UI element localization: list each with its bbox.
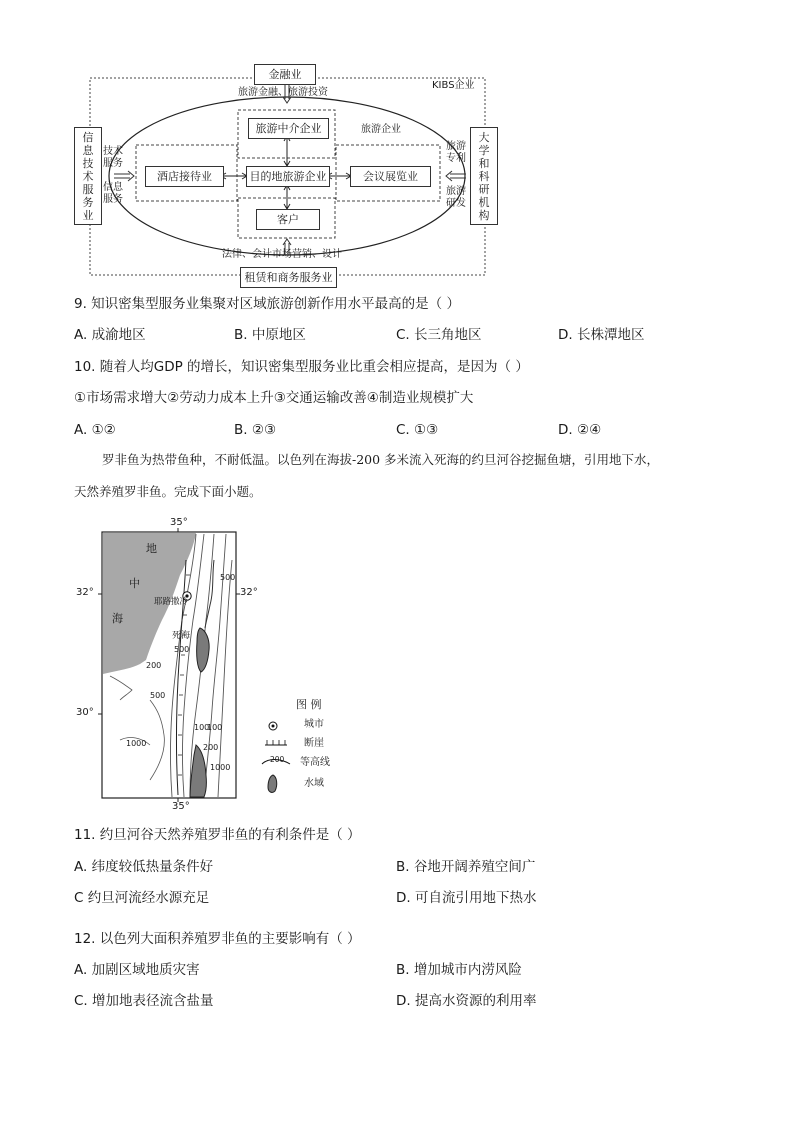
legend-water: 水域 — [304, 778, 324, 789]
dead-sea-label: 死海 — [172, 631, 191, 641]
finance-sub-label: 旅游金融、旅游投资 — [238, 87, 328, 98]
contour-label: 500 — [150, 691, 166, 700]
contour-label: 200 — [146, 661, 162, 670]
q11-option-c: C 约旦河流经水源充足 — [74, 890, 210, 906]
sea-char-2: 中 — [129, 577, 140, 590]
q12-option-c: C. 增加地表径流含盐量 — [74, 993, 214, 1009]
lon-35-top: 35° — [170, 517, 188, 528]
tour-research-label: 旅游 研发 — [446, 186, 466, 209]
lat-30-left: 30° — [76, 707, 94, 718]
q12-stem: 12. 以色列大面积养殖罗非鱼的主要影响有（ ） — [74, 931, 361, 947]
university-box: 大 学 和 科 研 机 构 — [470, 127, 498, 225]
tour-patent-label: 旅游 专利 — [446, 141, 466, 164]
sea-char-1: 地 — [146, 542, 157, 555]
q12-option-b: B. 增加城市内涝风险 — [396, 962, 522, 978]
q9-option-c: C. 长三角地区 — [396, 327, 482, 343]
lon-35-bottom: 35° — [172, 801, 190, 812]
bottom-sub-label: 法律、会计市场营销、设计 — [222, 249, 342, 260]
legend-scarp: 断崖 — [304, 738, 324, 749]
q11-option-d: D. 可自流引用地下热水 — [396, 890, 537, 906]
passage-line-1: 罗非鱼为热带鱼种，不耐低温。以色列在海拔-200 多米流入死海的约旦河谷挖掘鱼塘，引用地下水， — [102, 452, 660, 467]
lat-32-left: 32° — [76, 587, 94, 598]
customer-box: 客户 — [256, 209, 320, 230]
leasing-box: 租赁和商务服务业 — [240, 267, 337, 288]
contour-label: 1000 — [126, 739, 147, 748]
hotel-box: 酒店接待业 — [145, 166, 224, 187]
it-services-box: 信 息 技 术 服 务 业 — [74, 127, 102, 225]
q9-option-d: D. 长株潭地区 — [558, 327, 645, 343]
kibs-label: KIBS企业 — [432, 80, 475, 91]
legend-title: 图 例 — [296, 698, 322, 711]
q10-items: ①市场需求增大②劳动力成本上升③交通运输改善④制造业规模扩大 — [74, 390, 474, 406]
q11-option-a: A. 纬度较低热量条件好 — [74, 859, 214, 875]
tech-service-label: 技术 服务 — [103, 146, 123, 169]
contour-label: 1000 — [210, 763, 231, 772]
q10-option-a: A. ①② — [74, 422, 116, 438]
passage-line-2: 天然养殖罗非鱼。完成下面小题。 — [74, 484, 262, 499]
contour-label: 100 — [207, 723, 223, 732]
q9-option-b: B. 中原地区 — [234, 327, 306, 343]
lat-32-right: 32° — [240, 587, 258, 598]
q10-option-c: C. ①③ — [396, 422, 439, 438]
contour-label: 100 — [194, 723, 210, 732]
destination-box: 目的地旅游企业 — [246, 166, 330, 187]
legend-contour: 等高线 — [300, 757, 330, 768]
tourism-label: 旅游企业 — [361, 124, 401, 135]
contour-label: 500 — [174, 645, 190, 654]
contour-label: 500 — [220, 573, 236, 582]
city-label: 耶路撒冷 — [154, 597, 189, 607]
q10-option-d: D. ②④ — [558, 422, 602, 438]
q11-option-b: B. 谷地开阔养殖空间广 — [396, 859, 536, 875]
intermediary-box: 旅游中介企业 — [248, 118, 329, 139]
q12-option-a: A. 加剧区域地质灾害 — [74, 962, 200, 978]
legend-city: 城市 — [304, 719, 324, 730]
convention-box: 会议展览业 — [350, 166, 431, 187]
sea-char-3: 海 — [112, 612, 123, 625]
finance-box: 金融业 — [254, 64, 316, 85]
legend-contour-value: 200 — [270, 755, 285, 764]
contour-label: 200 — [203, 743, 219, 752]
q9-stem: 9. 知识密集型服务业集聚对区域旅游创新作用水平最高的是（ ） — [74, 296, 460, 312]
q11-stem: 11. 约旦河谷天然养殖罗非鱼的有利条件是（ ） — [74, 827, 361, 843]
q10-stem: 10. 随着人均GDP 的增长，知识密集型服务业比重会相应提高，是因为（ ） — [74, 359, 529, 375]
q9-option-a: A. 成渝地区 — [74, 327, 146, 343]
q12-option-d: D. 提高水资源的利用率 — [396, 993, 537, 1009]
q10-option-b: B. ②③ — [234, 422, 277, 438]
info-service-label: 信息 服务 — [103, 182, 123, 205]
